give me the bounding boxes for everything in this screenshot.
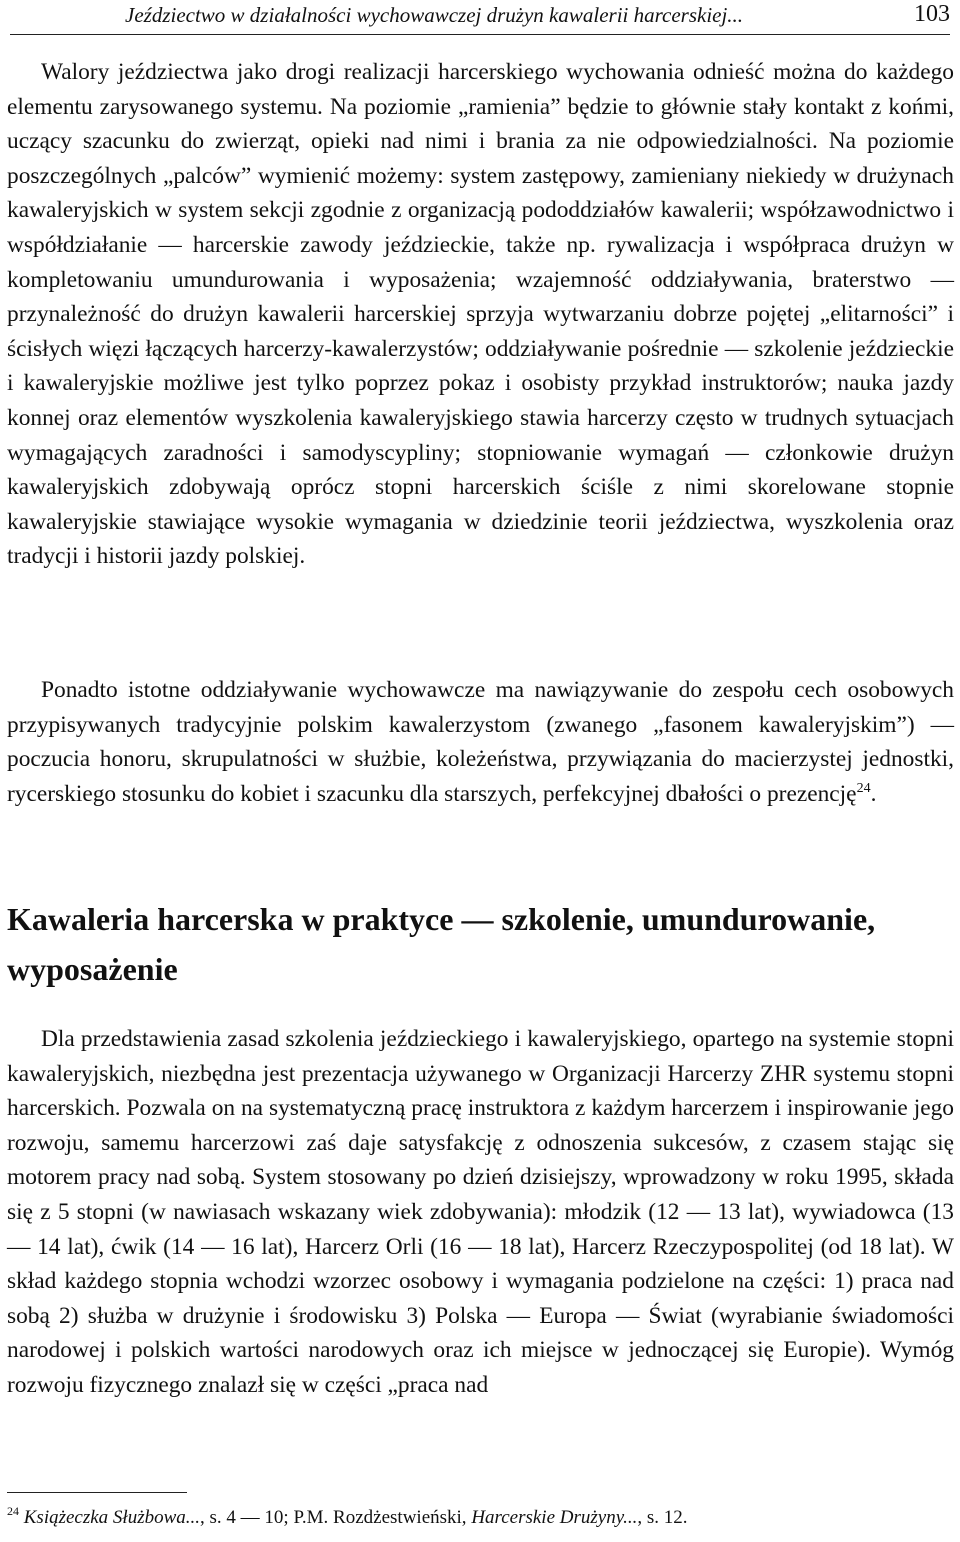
footnote-reference: 24 bbox=[856, 780, 871, 796]
footnote-text-2: , s. 12. bbox=[637, 1507, 688, 1528]
running-header bbox=[10, 0, 950, 35]
section-heading: Kawaleria harcerska w praktyce — szkolenie, umundurowanie, wyposażenie bbox=[7, 901, 876, 987]
paragraph-walory: Walory jeździectwa jako drogi realizacji harcerskiego wychowania odnieść można do każdego elementu zarysowanego systemu. Na poziomie „ramienia” będzie to głównie stały kontakt z końmi, uczący szacunku do zwierząt, opieki nad nimi i brania za nie odpowiedzialności. Na poziomie poszczególnych „palców” wymienić możemy: system zastępowy, zamieniany niekiedy w drużynach kawaleryjskich w system sekcji zgodnie z organizacją pododdziałów kawalerii; współzawodnictwo i współdziałanie — harcerskie zawody jeździeckie, także np. rywalizacja i współpraca drużyn w kompletowaniu umundurowania i wyposażenia; wzajemność oddziaływania, braterstwo — przynależność do drużyn kawalerii harcerskiej sprzyja wytwarzaniu dobrze pojętej „elitarności” i ścisłych więzi łączących harcerzy-kawalerzystów; oddziaływanie pośrednie — szkolenie jeździeckie i kawaleryjskie możliwe jest tylko poprzez pokaz i osobisty przykład instruktorów; nauka jazdy konnej oraz elementów wyszkolenia kawaleryjskiego stawia harcerzy często w trudnych sytuacjach wymagających zaradności i samodyscypliny; stopniowanie wymagań — członkowie drużyn kawaleryjskich zdobywają oprócz stopni harcerskich ściśle z nimi skorelowane stopnie kawaleryjskie stawiające wysokie wymagania w dziedzinie teorii jeździectwa, wyszkolenia oraz tradycji i historii jazdy polskiej. bbox=[7, 59, 954, 570]
paragraph-ponadto-end: . bbox=[870, 780, 877, 807]
footnote-text-1: , s. 4 — 10; P.M. Rozdżestwieński, bbox=[200, 1507, 472, 1528]
paragraph-ponadto-text: Ponadto istotne oddziaływanie wychowawcze ma nawiązywanie do zespołu cech osobowych przypisywanych tradycyjnie polskim kawalerzystom (zwanego „fasonem kawaleryjskim”) — poczucia honoru, skrupulatności w służbie, koleżeństwa, przywiązania do macierzystej jednostki, rycerskiego stosunku do kobiet i szacunku dla starszych, perfekcyjnej dbałości o prezencję bbox=[7, 677, 954, 807]
footnote-title-1: Książeczka Służbowa... bbox=[23, 1507, 201, 1528]
paragraph-dla-przedstawienia: Dla przedstawienia zasad szkolenia jeździeckiego i kawaleryjskiego, opartego na systemie stopni kawaleryjskich, niezbędna jest prezentacja używanego w Organizacji Harcerzy ZHR systemu stopni harcerskich. Pozwala on na systematyczną pracę instruktora z każdym harcerzem i inspirowanie jego rozwoju, samemu harcerzowi zaś daje satysfakcję z odnoszenia sukcesów, z czasem stając się motorem pracy nad sobą. System stosowany po dzień dzisiejszy, wprowadzony w roku 1995, składa się z 5 stopni (w nawiasach wskazany wiek zdobywania): młodzik (12 — 13 lat), wywiadowca (13 — 14 lat), ćwik (14 — 16 lat), Harcerz Orli (16 — 18 lat), Harcerz Rzeczypospolitej (od 18 lat). W skład każdego stopnia wchodzi wzorzec osobowy i wymagania podzielone na części: 1) praca nad sobą 2) służba w drużynie i środowisku 3) Polska — Europa — Świat (wyrabianie świadomości narodowej i polskich wartości narodowych oraz ich miejsce w jednoczącej się Europie). Wymóg rozwoju fizycznego znalazł się w części „praca nad bbox=[7, 1026, 954, 1398]
page-number: 103 bbox=[914, 1, 950, 27]
paragraph-ponadto bbox=[7, 673, 954, 811]
footnote-title-2: Harcerskie Drużyny... bbox=[471, 1507, 638, 1528]
footnote-number: 24 bbox=[7, 1504, 19, 1518]
footnote bbox=[7, 1506, 954, 1530]
running-title: Jeździectwo w działalności wychowawczej drużyn kawalerii harcerskiej... bbox=[125, 3, 744, 27]
footnote-divider bbox=[7, 1492, 187, 1493]
